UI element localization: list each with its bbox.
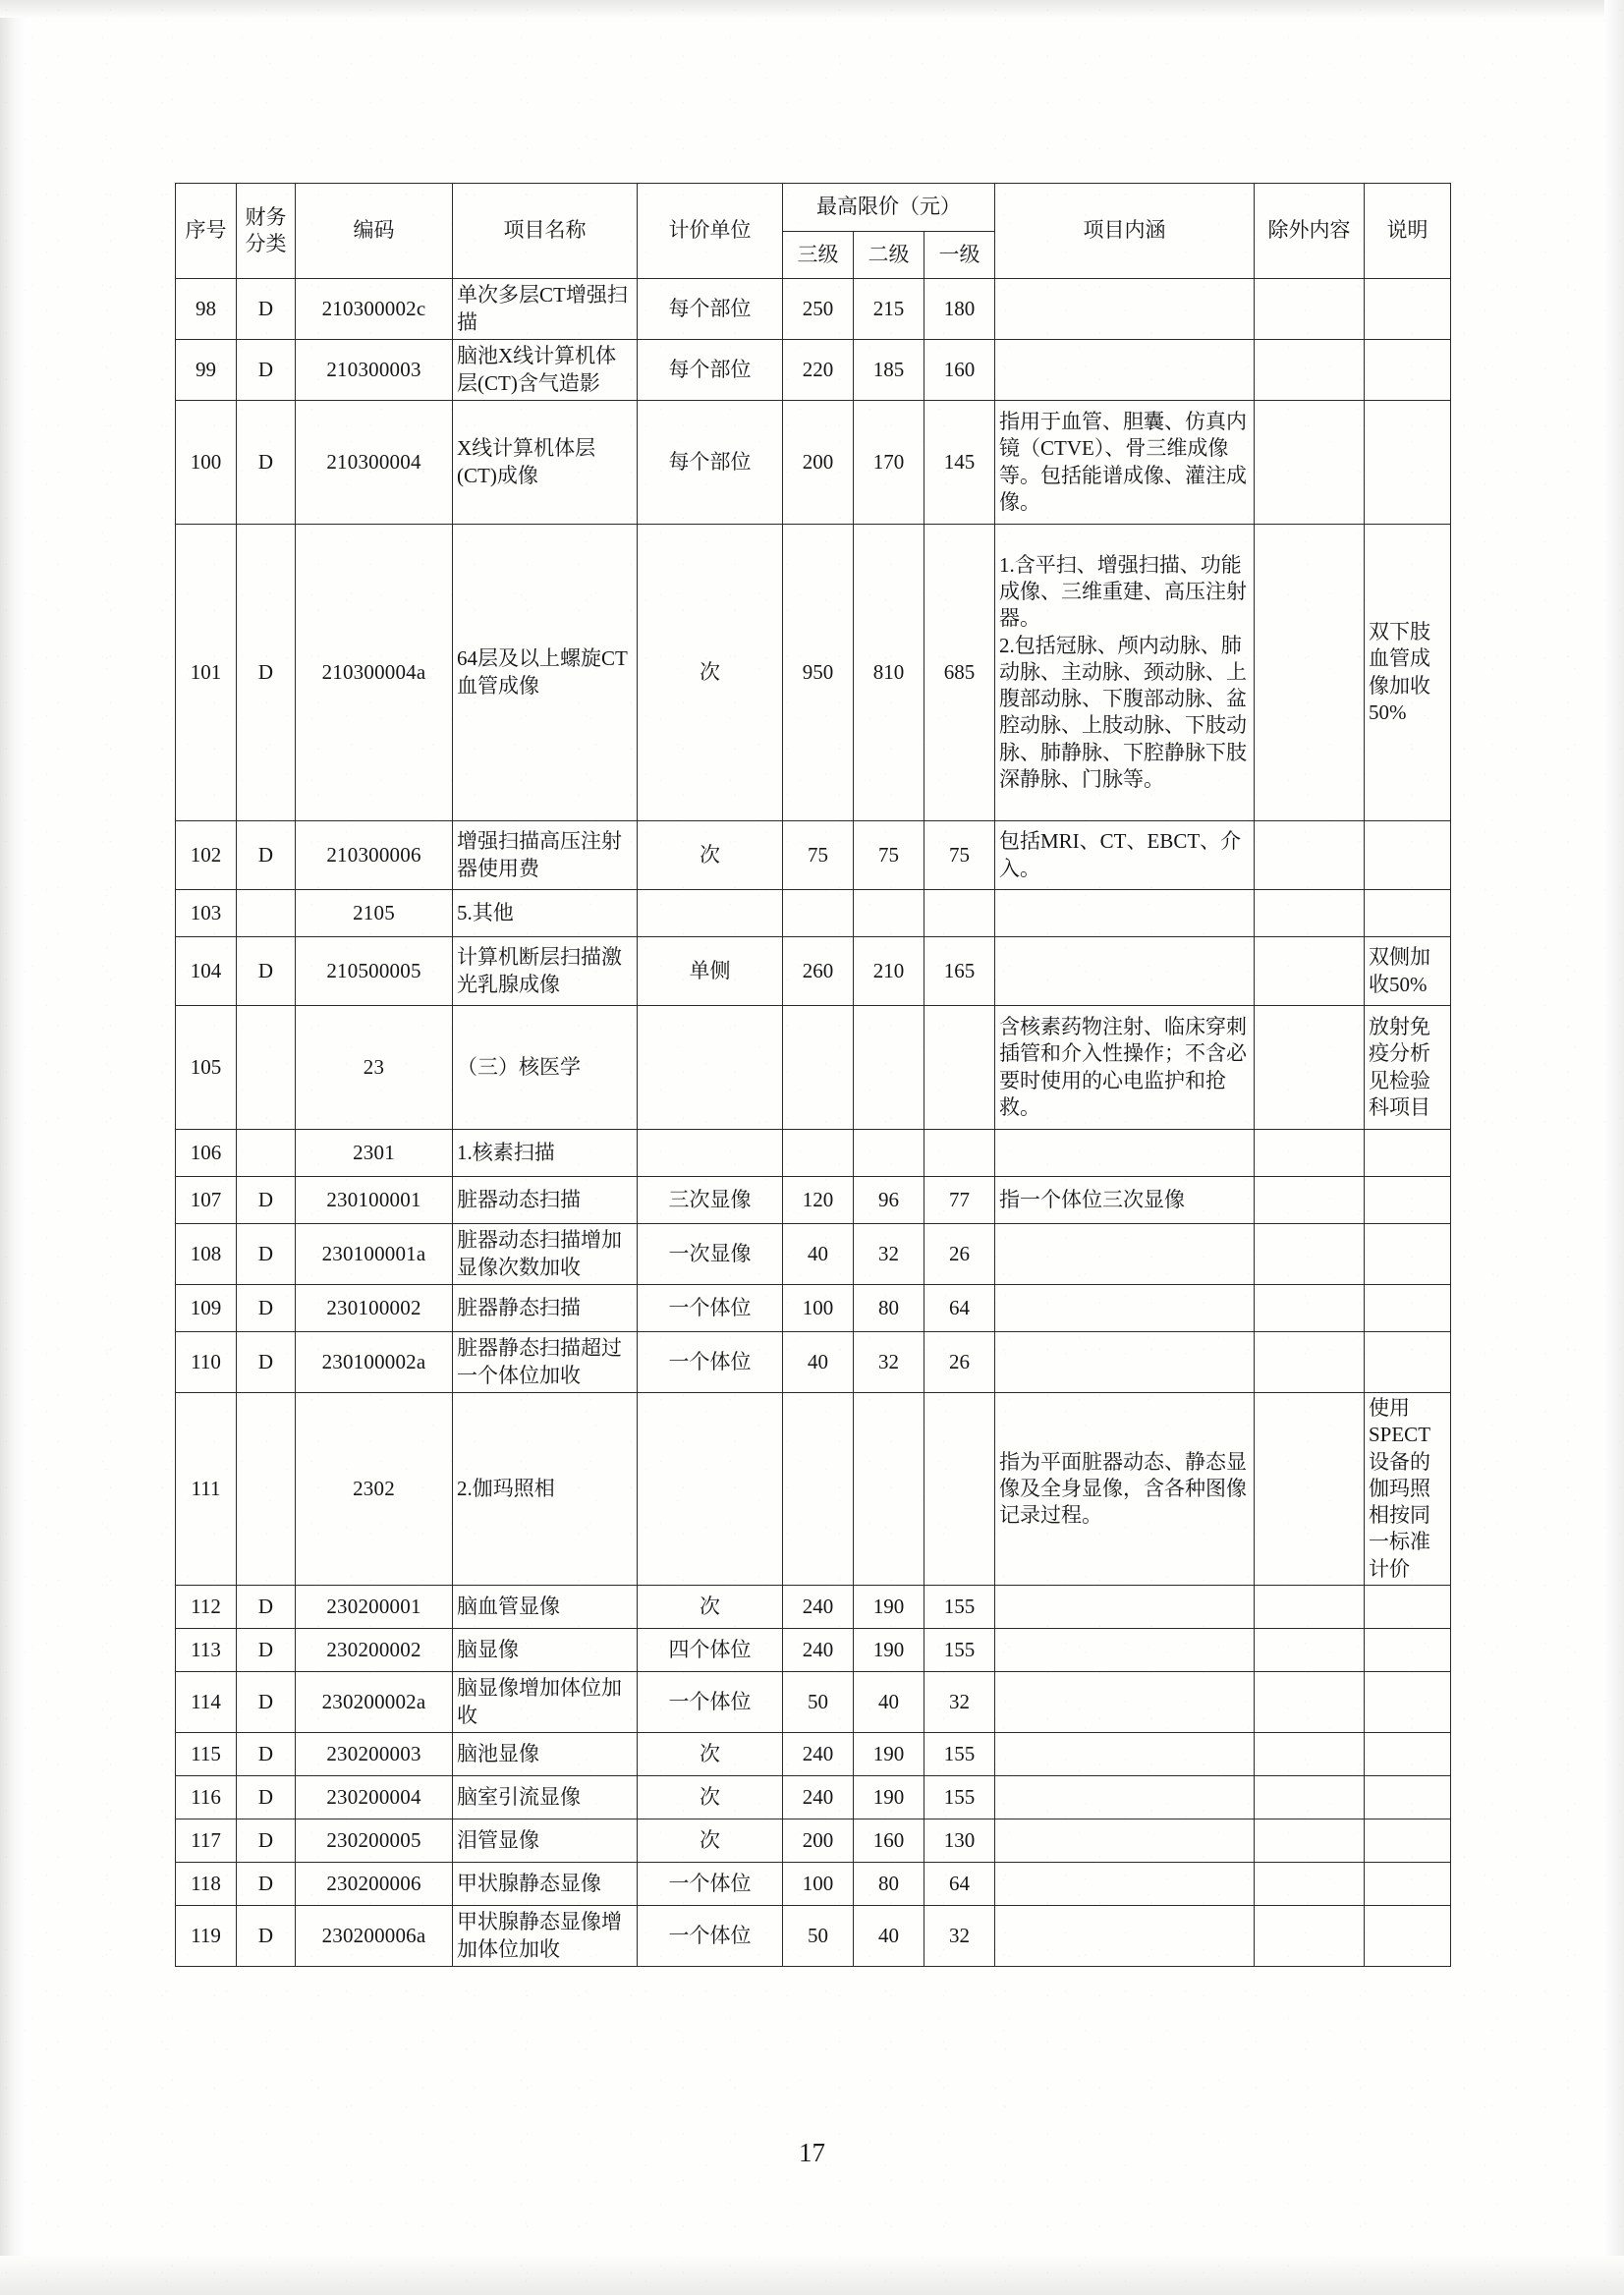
cell-notes bbox=[1365, 1130, 1451, 1177]
cell-item-connotation: 含核素药物注射、临床穿刺插管和介入性操作；不含必要时使用的心电监护和抢救。 bbox=[995, 1006, 1255, 1130]
cell-price-level3 bbox=[783, 1006, 854, 1130]
cell-seq: 112 bbox=[176, 1586, 237, 1629]
cell-code: 210300004 bbox=[296, 401, 453, 525]
cell-notes bbox=[1365, 1776, 1451, 1819]
header-item-name: 项目名称 bbox=[453, 184, 638, 279]
table-row bbox=[176, 525, 1451, 821]
cell-price-level3: 120 bbox=[783, 1177, 854, 1224]
cell-item-connotation bbox=[995, 890, 1255, 937]
cell-exclusions bbox=[1255, 937, 1365, 1006]
cell-notes: 使用SPECT设备的伽玛照相按同一标准计价 bbox=[1365, 1393, 1451, 1586]
header-level3: 三级 bbox=[783, 231, 854, 279]
cell-seq: 105 bbox=[176, 1006, 237, 1130]
table-row bbox=[176, 1776, 1451, 1819]
cell-item-name: 脑血管显像 bbox=[453, 1586, 638, 1629]
cell-seq: 107 bbox=[176, 1177, 237, 1224]
cell-price-level3: 100 bbox=[783, 1285, 854, 1332]
cell-exclusions bbox=[1255, 1285, 1365, 1332]
cell-price-level2: 80 bbox=[854, 1285, 924, 1332]
cell-price-level2: 185 bbox=[854, 340, 924, 401]
cell-price-level1: 180 bbox=[924, 279, 995, 340]
cell-price-level1: 130 bbox=[924, 1819, 995, 1863]
cell-price-level2: 80 bbox=[854, 1863, 924, 1906]
cell-item-name: 脑显像 bbox=[453, 1629, 638, 1672]
table-row bbox=[176, 1629, 1451, 1672]
table-row bbox=[176, 1819, 1451, 1863]
cell-item-connotation bbox=[995, 1586, 1255, 1629]
cell-notes: 放射免疫分析见检验科项目 bbox=[1365, 1006, 1451, 1130]
cell-pricing-unit: 一个体位 bbox=[638, 1906, 783, 1967]
cell-price-level1: 32 bbox=[924, 1672, 995, 1733]
cell-price-level2: 190 bbox=[854, 1629, 924, 1672]
table-row bbox=[176, 1332, 1451, 1393]
cell-notes bbox=[1365, 1733, 1451, 1776]
cell-exclusions bbox=[1255, 1863, 1365, 1906]
cell-code: 230200004 bbox=[296, 1776, 453, 1819]
cell-pricing-unit bbox=[638, 1130, 783, 1177]
cell-item-name: 脑池显像 bbox=[453, 1733, 638, 1776]
cell-code: 210300003 bbox=[296, 340, 453, 401]
cell-code: 210300004a bbox=[296, 525, 453, 821]
cell-price-level2: 215 bbox=[854, 279, 924, 340]
scan-edge-shadow-top bbox=[0, 0, 1624, 18]
cell-code: 230200006a bbox=[296, 1906, 453, 1967]
cell-exclusions bbox=[1255, 1332, 1365, 1393]
cell-exclusions bbox=[1255, 1130, 1365, 1177]
header-notes: 说明 bbox=[1365, 184, 1451, 279]
cell-notes bbox=[1365, 340, 1451, 401]
scan-edge-shadow-right bbox=[1604, 0, 1624, 2295]
cell-notes bbox=[1365, 1224, 1451, 1285]
cell-exclusions bbox=[1255, 1224, 1365, 1285]
cell-item-name: 脏器静态扫描 bbox=[453, 1285, 638, 1332]
cell-finance-class: D bbox=[237, 1733, 296, 1776]
medical-service-price-table bbox=[175, 183, 1451, 1967]
cell-seq: 119 bbox=[176, 1906, 237, 1967]
cell-exclusions bbox=[1255, 1776, 1365, 1819]
cell-code: 230100002 bbox=[296, 1285, 453, 1332]
table-row bbox=[176, 1006, 1451, 1130]
cell-code: 23 bbox=[296, 1006, 453, 1130]
cell-exclusions bbox=[1255, 525, 1365, 821]
cell-price-level3: 50 bbox=[783, 1906, 854, 1967]
cell-code: 230200002a bbox=[296, 1672, 453, 1733]
cell-seq: 99 bbox=[176, 340, 237, 401]
cell-exclusions bbox=[1255, 1177, 1365, 1224]
cell-exclusions bbox=[1255, 401, 1365, 525]
table-row bbox=[176, 1672, 1451, 1733]
cell-pricing-unit: 次 bbox=[638, 1733, 783, 1776]
cell-price-level2: 190 bbox=[854, 1776, 924, 1819]
cell-seq: 110 bbox=[176, 1332, 237, 1393]
cell-finance-class: D bbox=[237, 1819, 296, 1863]
cell-finance-class: D bbox=[237, 1177, 296, 1224]
cell-item-name: （三）核医学 bbox=[453, 1006, 638, 1130]
header-finance-class-line1: 财务 bbox=[245, 204, 287, 229]
price-table-container bbox=[175, 183, 1450, 1967]
cell-price-level2: 96 bbox=[854, 1177, 924, 1224]
cell-item-connotation bbox=[995, 1776, 1255, 1819]
cell-seq: 116 bbox=[176, 1776, 237, 1819]
cell-pricing-unit: 一次显像 bbox=[638, 1224, 783, 1285]
header-row-top bbox=[176, 184, 1451, 232]
cell-exclusions bbox=[1255, 1819, 1365, 1863]
cell-notes: 双下肢血管成像加收50% bbox=[1365, 525, 1451, 821]
cell-finance-class: D bbox=[237, 525, 296, 821]
cell-item-connotation: 指一个体位三次显像 bbox=[995, 1177, 1255, 1224]
cell-price-level1: 64 bbox=[924, 1285, 995, 1332]
cell-code: 230100001 bbox=[296, 1177, 453, 1224]
cell-price-level2 bbox=[854, 1130, 924, 1177]
cell-finance-class: D bbox=[237, 1332, 296, 1393]
cell-price-level1: 685 bbox=[924, 525, 995, 821]
cell-exclusions bbox=[1255, 1006, 1365, 1130]
cell-item-connotation bbox=[995, 937, 1255, 1006]
cell-finance-class: D bbox=[237, 1629, 296, 1672]
cell-item-name: 泪管显像 bbox=[453, 1819, 638, 1863]
table-row bbox=[176, 1224, 1451, 1285]
cell-notes bbox=[1365, 279, 1451, 340]
cell-pricing-unit: 次 bbox=[638, 1586, 783, 1629]
page-number: 17 bbox=[799, 2138, 825, 2167]
cell-price-level1: 160 bbox=[924, 340, 995, 401]
cell-price-level3: 260 bbox=[783, 937, 854, 1006]
cell-notes bbox=[1365, 1332, 1451, 1393]
cell-item-name: 5.其他 bbox=[453, 890, 638, 937]
cell-price-level3: 220 bbox=[783, 340, 854, 401]
table-row bbox=[176, 890, 1451, 937]
cell-code: 2105 bbox=[296, 890, 453, 937]
cell-exclusions bbox=[1255, 1733, 1365, 1776]
cell-seq: 114 bbox=[176, 1672, 237, 1733]
cell-finance-class: D bbox=[237, 1863, 296, 1906]
cell-price-level2: 40 bbox=[854, 1672, 924, 1733]
cell-item-connotation bbox=[995, 1130, 1255, 1177]
cell-finance-class: D bbox=[237, 821, 296, 890]
header-item-connotation: 项目内涵 bbox=[995, 184, 1255, 279]
cell-finance-class bbox=[237, 1130, 296, 1177]
cell-notes bbox=[1365, 401, 1451, 525]
cell-code: 2302 bbox=[296, 1393, 453, 1586]
cell-pricing-unit bbox=[638, 1393, 783, 1586]
cell-seq: 103 bbox=[176, 890, 237, 937]
cell-finance-class bbox=[237, 1393, 296, 1586]
cell-code: 230200005 bbox=[296, 1819, 453, 1863]
cell-finance-class: D bbox=[237, 340, 296, 401]
cell-exclusions bbox=[1255, 1672, 1365, 1733]
scan-edge-shadow-bottom bbox=[0, 2256, 1624, 2295]
scan-edge-shadow-left bbox=[0, 0, 26, 2295]
cell-price-level3: 40 bbox=[783, 1332, 854, 1393]
cell-item-name: 1.核素扫描 bbox=[453, 1130, 638, 1177]
cell-pricing-unit: 四个体位 bbox=[638, 1629, 783, 1672]
cell-finance-class bbox=[237, 1006, 296, 1130]
cell-finance-class: D bbox=[237, 401, 296, 525]
cell-seq: 101 bbox=[176, 525, 237, 821]
table-row bbox=[176, 1906, 1451, 1967]
header-level1: 一级 bbox=[924, 231, 995, 279]
cell-notes bbox=[1365, 1672, 1451, 1733]
cell-price-level3: 100 bbox=[783, 1863, 854, 1906]
cell-seq: 113 bbox=[176, 1629, 237, 1672]
cell-price-level2: 190 bbox=[854, 1733, 924, 1776]
cell-finance-class: D bbox=[237, 1776, 296, 1819]
cell-price-level3 bbox=[783, 1130, 854, 1177]
table-row bbox=[176, 279, 1451, 340]
table-row bbox=[176, 937, 1451, 1006]
cell-price-level3: 240 bbox=[783, 1733, 854, 1776]
cell-pricing-unit: 三次显像 bbox=[638, 1177, 783, 1224]
cell-seq: 102 bbox=[176, 821, 237, 890]
cell-pricing-unit bbox=[638, 890, 783, 937]
cell-price-level2: 40 bbox=[854, 1906, 924, 1967]
cell-price-level3 bbox=[783, 890, 854, 937]
cell-code: 230200003 bbox=[296, 1733, 453, 1776]
cell-item-name: 脏器动态扫描 bbox=[453, 1177, 638, 1224]
cell-item-name: 脏器静态扫描超过一个体位加收 bbox=[453, 1332, 638, 1393]
cell-seq: 98 bbox=[176, 279, 237, 340]
cell-code: 2301 bbox=[296, 1130, 453, 1177]
header-finance-class bbox=[237, 184, 296, 279]
cell-item-connotation bbox=[995, 279, 1255, 340]
cell-item-connotation bbox=[995, 1819, 1255, 1863]
cell-price-level3: 200 bbox=[783, 401, 854, 525]
cell-notes: 双侧加收50% bbox=[1365, 937, 1451, 1006]
cell-seq: 100 bbox=[176, 401, 237, 525]
cell-price-level2: 170 bbox=[854, 401, 924, 525]
cell-price-level1 bbox=[924, 1006, 995, 1130]
cell-notes bbox=[1365, 1285, 1451, 1332]
cell-pricing-unit: 单侧 bbox=[638, 937, 783, 1006]
cell-code: 230100002a bbox=[296, 1332, 453, 1393]
cell-exclusions bbox=[1255, 1586, 1365, 1629]
cell-price-level2: 810 bbox=[854, 525, 924, 821]
cell-price-level1: 75 bbox=[924, 821, 995, 890]
cell-pricing-unit: 每个部位 bbox=[638, 279, 783, 340]
cell-seq: 108 bbox=[176, 1224, 237, 1285]
cell-finance-class bbox=[237, 890, 296, 937]
cell-item-connotation bbox=[995, 1224, 1255, 1285]
cell-price-level3: 40 bbox=[783, 1224, 854, 1285]
cell-item-name: 增强扫描高压注射器使用费 bbox=[453, 821, 638, 890]
cell-price-level2 bbox=[854, 1006, 924, 1130]
table-row bbox=[176, 1863, 1451, 1906]
table-row bbox=[176, 1733, 1451, 1776]
cell-seq: 109 bbox=[176, 1285, 237, 1332]
table-body bbox=[176, 279, 1451, 1967]
table-row bbox=[176, 1285, 1451, 1332]
cell-item-connotation bbox=[995, 1285, 1255, 1332]
cell-item-name: 脑室引流显像 bbox=[453, 1776, 638, 1819]
cell-item-connotation bbox=[995, 340, 1255, 401]
cell-finance-class: D bbox=[237, 279, 296, 340]
cell-price-level1: 64 bbox=[924, 1863, 995, 1906]
header-seq: 序号 bbox=[176, 184, 237, 279]
cell-pricing-unit: 每个部位 bbox=[638, 340, 783, 401]
cell-price-level2: 75 bbox=[854, 821, 924, 890]
cell-price-level1: 26 bbox=[924, 1224, 995, 1285]
cell-item-connotation bbox=[995, 1906, 1255, 1967]
cell-price-level1 bbox=[924, 1393, 995, 1586]
cell-pricing-unit: 次 bbox=[638, 1819, 783, 1863]
cell-item-name: 2.伽玛照相 bbox=[453, 1393, 638, 1586]
cell-pricing-unit: 每个部位 bbox=[638, 401, 783, 525]
table-header bbox=[176, 184, 1451, 279]
cell-exclusions bbox=[1255, 1629, 1365, 1672]
cell-code: 230200001 bbox=[296, 1586, 453, 1629]
cell-finance-class: D bbox=[237, 1586, 296, 1629]
cell-exclusions bbox=[1255, 821, 1365, 890]
cell-price-level1: 155 bbox=[924, 1776, 995, 1819]
header-finance-class-line2: 分类 bbox=[245, 232, 287, 255]
cell-exclusions bbox=[1255, 890, 1365, 937]
header-exclusions: 除外内容 bbox=[1255, 184, 1365, 279]
cell-item-connotation: 1.含平扫、增强扫描、功能成像、三维重建、高压注射器。 2.包括冠脉、颅内动脉、肺动脉、主动脉、颈动脉、上腹部动脉、下腹部动脉、盆腔动脉、上肢动脉、下肢动脉、肺静脉、下腔静脉下肢深静脉、门脉等。 bbox=[995, 525, 1255, 821]
cell-price-level3: 75 bbox=[783, 821, 854, 890]
cell-price-level2: 32 bbox=[854, 1332, 924, 1393]
cell-finance-class: D bbox=[237, 1285, 296, 1332]
cell-price-level2: 32 bbox=[854, 1224, 924, 1285]
table-row bbox=[176, 1393, 1451, 1586]
cell-price-level3: 240 bbox=[783, 1776, 854, 1819]
cell-code: 210300002c bbox=[296, 279, 453, 340]
cell-notes bbox=[1365, 821, 1451, 890]
cell-item-connotation: 指用于血管、胆囊、仿真内镜（CTVE）、骨三维成像等。包括能谱成像、灌注成像。 bbox=[995, 401, 1255, 525]
cell-seq: 106 bbox=[176, 1130, 237, 1177]
cell-pricing-unit: 一个体位 bbox=[638, 1863, 783, 1906]
cell-pricing-unit: 一个体位 bbox=[638, 1285, 783, 1332]
cell-price-level1: 26 bbox=[924, 1332, 995, 1393]
cell-price-level2: 210 bbox=[854, 937, 924, 1006]
table-row bbox=[176, 1586, 1451, 1629]
header-max-price-group: 最高限价（元） bbox=[783, 184, 995, 232]
table-row bbox=[176, 1130, 1451, 1177]
cell-pricing-unit bbox=[638, 1006, 783, 1130]
cell-seq: 104 bbox=[176, 937, 237, 1006]
cell-item-connotation: 指为平面脏器动态、静态显像及全身显像，含各种图像记录过程。 bbox=[995, 1393, 1255, 1586]
cell-seq: 115 bbox=[176, 1733, 237, 1776]
cell-item-name: 甲状腺静态显像 bbox=[453, 1863, 638, 1906]
cell-exclusions bbox=[1255, 340, 1365, 401]
cell-item-name: 脏器动态扫描增加显像次数加收 bbox=[453, 1224, 638, 1285]
cell-finance-class: D bbox=[237, 1906, 296, 1967]
cell-code: 230200002 bbox=[296, 1629, 453, 1672]
cell-notes bbox=[1365, 1629, 1451, 1672]
cell-notes bbox=[1365, 1586, 1451, 1629]
cell-price-level1: 155 bbox=[924, 1629, 995, 1672]
cell-item-name: 单次多层CT增强扫描 bbox=[453, 279, 638, 340]
cell-item-name: 脑显像增加体位加收 bbox=[453, 1672, 638, 1733]
cell-price-level3: 200 bbox=[783, 1819, 854, 1863]
cell-price-level1 bbox=[924, 1130, 995, 1177]
table-row bbox=[176, 401, 1451, 525]
header-code: 编码 bbox=[296, 184, 453, 279]
cell-finance-class: D bbox=[237, 1672, 296, 1733]
cell-pricing-unit: 一个体位 bbox=[638, 1332, 783, 1393]
cell-price-level1: 155 bbox=[924, 1586, 995, 1629]
cell-price-level3: 50 bbox=[783, 1672, 854, 1733]
cell-item-connotation bbox=[995, 1332, 1255, 1393]
cell-price-level2 bbox=[854, 890, 924, 937]
cell-seq: 118 bbox=[176, 1863, 237, 1906]
cell-price-level2: 190 bbox=[854, 1586, 924, 1629]
cell-price-level3: 250 bbox=[783, 279, 854, 340]
cell-seq: 111 bbox=[176, 1393, 237, 1586]
cell-price-level1: 32 bbox=[924, 1906, 995, 1967]
table-row bbox=[176, 340, 1451, 401]
cell-notes bbox=[1365, 1819, 1451, 1863]
cell-pricing-unit: 一个体位 bbox=[638, 1672, 783, 1733]
cell-code: 210500005 bbox=[296, 937, 453, 1006]
cell-price-level1: 77 bbox=[924, 1177, 995, 1224]
table-row bbox=[176, 1177, 1451, 1224]
cell-price-level1 bbox=[924, 890, 995, 937]
cell-price-level1: 145 bbox=[924, 401, 995, 525]
cell-item-connotation bbox=[995, 1629, 1255, 1672]
cell-price-level2 bbox=[854, 1393, 924, 1586]
cell-item-name: 计算机断层扫描激光乳腺成像 bbox=[453, 937, 638, 1006]
cell-price-level1: 155 bbox=[924, 1733, 995, 1776]
cell-price-level3 bbox=[783, 1393, 854, 1586]
cell-notes bbox=[1365, 890, 1451, 937]
cell-price-level3: 240 bbox=[783, 1586, 854, 1629]
cell-pricing-unit: 次 bbox=[638, 1776, 783, 1819]
cell-finance-class: D bbox=[237, 1224, 296, 1285]
cell-pricing-unit: 次 bbox=[638, 821, 783, 890]
cell-price-level3: 950 bbox=[783, 525, 854, 821]
cell-exclusions bbox=[1255, 279, 1365, 340]
cell-item-name: 64层及以上螺旋CT血管成像 bbox=[453, 525, 638, 821]
cell-notes bbox=[1365, 1863, 1451, 1906]
cell-item-connotation bbox=[995, 1863, 1255, 1906]
cell-notes bbox=[1365, 1177, 1451, 1224]
table-row bbox=[176, 821, 1451, 890]
cell-item-connotation bbox=[995, 1733, 1255, 1776]
header-pricing-unit: 计价单位 bbox=[638, 184, 783, 279]
cell-exclusions bbox=[1255, 1393, 1365, 1586]
cell-item-name: 脑池X线计算机体层(CT)含气造影 bbox=[453, 340, 638, 401]
cell-item-connotation: 包括MRI、CT、EBCT、介入。 bbox=[995, 821, 1255, 890]
cell-code: 210300006 bbox=[296, 821, 453, 890]
cell-seq: 117 bbox=[176, 1819, 237, 1863]
cell-price-level3: 240 bbox=[783, 1629, 854, 1672]
cell-exclusions bbox=[1255, 1906, 1365, 1967]
cell-item-name: X线计算机体层(CT)成像 bbox=[453, 401, 638, 525]
cell-price-level2: 160 bbox=[854, 1819, 924, 1863]
cell-notes bbox=[1365, 1906, 1451, 1967]
cell-finance-class: D bbox=[237, 937, 296, 1006]
cell-code: 230100001a bbox=[296, 1224, 453, 1285]
cell-pricing-unit: 次 bbox=[638, 525, 783, 821]
cell-price-level1: 165 bbox=[924, 937, 995, 1006]
header-level2: 二级 bbox=[854, 231, 924, 279]
cell-code: 230200006 bbox=[296, 1863, 453, 1906]
cell-item-name: 甲状腺静态显像增加体位加收 bbox=[453, 1906, 638, 1967]
cell-item-connotation bbox=[995, 1672, 1255, 1733]
